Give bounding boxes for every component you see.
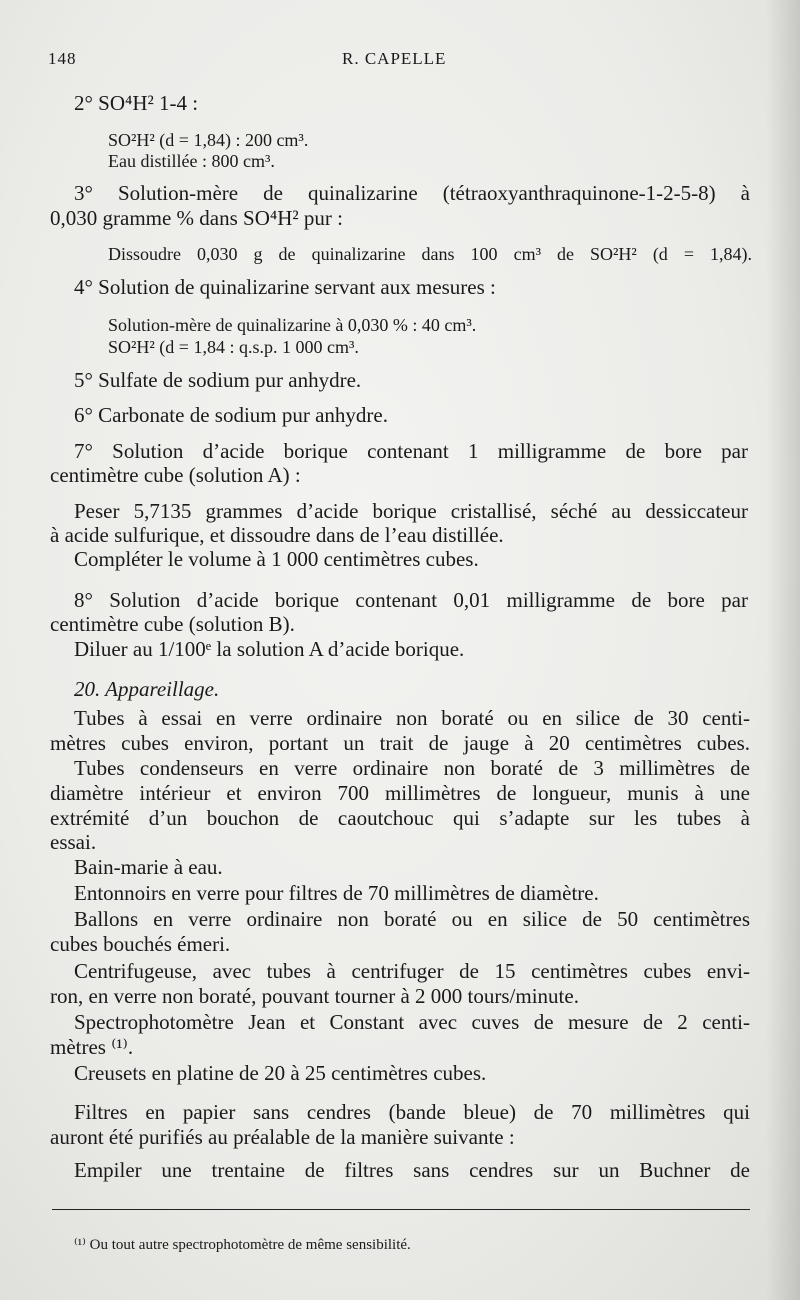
page-edge-shadow bbox=[766, 0, 800, 1300]
text-line: cubes bouchés émeri. bbox=[50, 932, 231, 956]
text-line: Eau distillée : 800 cm³. bbox=[108, 151, 275, 171]
text-line: Diluer au 1/100ᵉ la solution A d’acide borique. bbox=[74, 637, 465, 661]
text-line: Tubes condenseurs en verre ordinaire non boraté de 3 millimètres de bbox=[74, 756, 750, 780]
footnote-rule bbox=[52, 1209, 750, 1210]
text-line: Spectrophotomètre Jean et Constant avec cuves de mesure de 2 centi- bbox=[74, 1010, 750, 1034]
text-line: mètres cubes environ, portant un trait de jauge à 20 centimètres cubes. bbox=[50, 731, 750, 755]
text-line: 3° Solution-mère de quinalizarine (tétraoxyanthraquinone-1-2-5-8) à bbox=[74, 181, 750, 205]
text-line: SO²H² (d = 1,84 : q.s.p. 1 000 cm³. bbox=[108, 337, 359, 357]
text-line: à acide sulfurique, et dissoudre dans de l’eau distillée. bbox=[50, 523, 504, 547]
running-title: R. CAPELLE bbox=[342, 49, 447, 68]
text-line: ron, en verre non boraté, pouvant tourner à 2 000 tours/minute. bbox=[50, 984, 579, 1008]
text-line: 8° Solution d’acide borique contenant 0,01 milligramme de bore par bbox=[74, 588, 748, 612]
page-number: 148 bbox=[48, 49, 77, 68]
text-line: Empiler une trentaine de filtres sans cendres sur un Buchner de bbox=[74, 1158, 750, 1182]
text-line: Peser 5,7135 grammes d’acide borique cristallisé, séché au dessiccateur bbox=[74, 499, 748, 523]
text-line: SO²H² (d = 1,84) : 200 cm³. bbox=[108, 130, 309, 150]
text-line: Tubes à essai en verre ordinaire non boraté ou en silice de 30 centi- bbox=[74, 706, 750, 730]
text-line: 7° Solution d’acide borique contenant 1 milligramme de bore par bbox=[74, 439, 748, 463]
text-line: Centrifugeuse, avec tubes à centrifuger de 15 centimètres cubes envi- bbox=[74, 959, 750, 983]
text-line: Solution-mère de quinalizarine à 0,030 % : 40 cm³. bbox=[108, 315, 477, 335]
text-line: Entonnoirs en verre pour filtres de 70 millimètres de diamètre. bbox=[74, 881, 599, 905]
text-line: mètres ⁽¹⁾. bbox=[50, 1035, 134, 1059]
text-line: Dissoudre 0,030 g de quinalizarine dans 100 cm³ de SO²H² (d = 1,84). bbox=[108, 244, 752, 264]
text-line: auront été purifiés au préalable de la manière suivante : bbox=[50, 1125, 515, 1149]
footnote: ⁽¹⁾ Ou tout autre spectrophotomètre de même sensibilité. bbox=[74, 1237, 411, 1253]
text-line: centimètre cube (solution B). bbox=[50, 612, 295, 636]
text-line: 4° Solution de quinalizarine servant aux mesures : bbox=[74, 275, 496, 299]
text-line: 6° Carbonate de sodium pur anhydre. bbox=[74, 403, 388, 427]
text-line: extrémité d’un bouchon de caoutchouc qui s’adapte sur les tubes à bbox=[50, 806, 750, 830]
section-heading: 20. Appareillage. bbox=[74, 677, 220, 701]
text-line: 2° SO⁴H² 1-4 : bbox=[74, 91, 199, 115]
text-line: essai. bbox=[50, 830, 97, 854]
text-line: Compléter le volume à 1 000 centimètres cubes. bbox=[74, 547, 479, 571]
text-line: Bain-marie à eau. bbox=[74, 855, 223, 879]
text-line: Filtres en papier sans cendres (bande bleue) de 70 millimètres qui bbox=[74, 1100, 750, 1124]
text-line: centimètre cube (solution A) : bbox=[50, 463, 301, 487]
text-line: Creusets en platine de 20 à 25 centimètres cubes. bbox=[74, 1061, 487, 1085]
text-line: Ballons en verre ordinaire non boraté ou en silice de 50 centimètres bbox=[74, 907, 750, 931]
text-line: diamètre intérieur et environ 700 millimètres de longueur, munis à une bbox=[50, 781, 750, 805]
text-line: 5° Sulfate de sodium pur anhydre. bbox=[74, 368, 362, 392]
text-line: 0,030 gramme % dans SO⁴H² pur : bbox=[50, 206, 343, 230]
